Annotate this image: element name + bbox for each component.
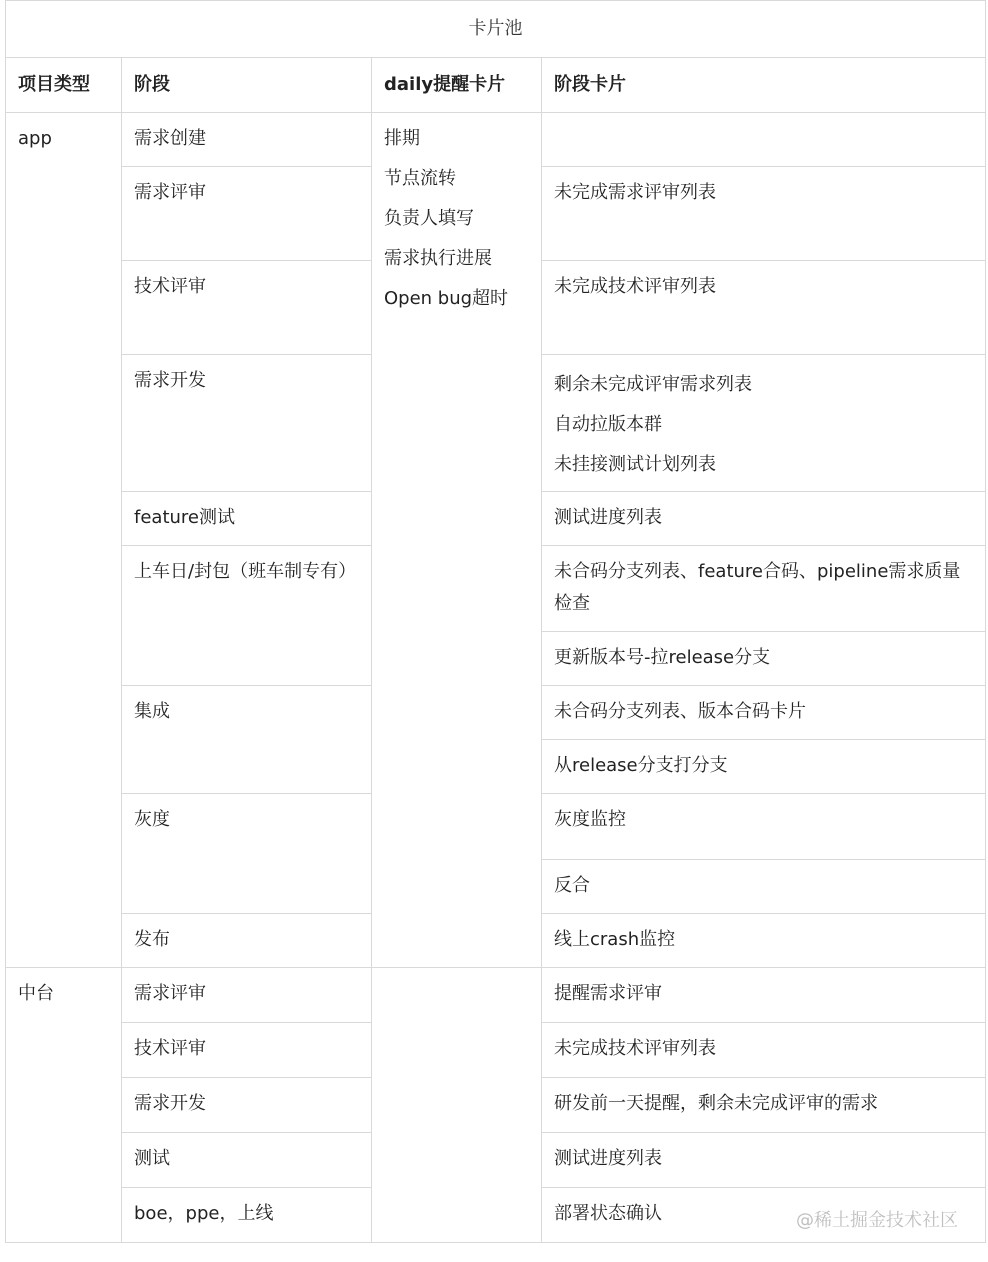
stage-card-cell [542,113,986,167]
table-row [6,968,986,1023]
stage-card-cell: 研发前一天提醒，剩余未完成评审的需求 [542,1078,986,1133]
daily-card-cell [372,113,542,968]
header-daily-card: daily提醒卡片 [372,58,542,113]
stage-cell: 需求开发 [122,1078,372,1133]
project-type-cell: 中台 [6,968,122,1243]
stage-card-cell: 线上crash监控 [542,914,986,968]
stage-card-cell: 反合 [542,860,986,914]
project-type-cell: app [6,113,122,968]
watermark: @稀土掘金技术社区 [796,1210,958,1231]
stage-cell: 发布 [122,914,372,968]
stage-card-cell: 测试进度列表 [542,1133,986,1188]
card-pool-table [5,0,986,1243]
stage-cell: 需求评审 [122,968,372,1023]
stage-cell: 集成 [122,686,372,794]
stage-cell: 需求评审 [122,167,372,261]
stage-card-cell: 灰度监控 [542,794,986,860]
stage-card-cell: 测试进度列表 [542,492,986,546]
stage-card-cell: 未合码分支列表、版本合码卡片 [542,686,986,740]
table-row [6,113,986,167]
daily-card-cell [372,968,542,1243]
stage-card-cell: 剩余未完成评审需求列表 自动拉版本群 未挂接测试计划列表 [542,355,986,492]
stage-cell: boe，ppe，上线 [122,1188,372,1243]
daily-card-item: 负责人填写 [384,208,474,229]
stage-cell: 技术评审 [122,1023,372,1078]
stage-cell: 测试 [122,1133,372,1188]
table-caption: 卡片池 [6,1,986,58]
stage-cell: 灰度 [122,794,372,914]
stage-card-cell: 部署状态确认 [542,1188,986,1243]
stage-card-cell: 未完成技术评审列表 [542,1023,986,1078]
header-project-type: 项目类型 [6,58,122,113]
table-body [6,113,986,1243]
daily-card-item: 排期 [384,128,420,149]
stage-cell: 需求创建 [122,113,372,167]
stage-cell: 需求开发 [122,355,372,492]
stage-cell: feature测试 [122,492,372,546]
stage-cell: 技术评审 [122,261,372,355]
daily-card-item: 节点流转 [384,168,456,189]
stage-card-cell: 从release分支打分支 [542,740,986,794]
daily-card-item: Open bug超时 [384,288,509,309]
header-stage: 阶段 [122,58,372,113]
stage-card-cell: 未合码分支列表、feature合码、pipeline需求质量检查 [542,546,986,632]
daily-card-item: 需求执行进展 [384,248,492,269]
header-stage-card: 阶段卡片 [542,58,986,113]
stage-card-cell: 未完成技术评审列表 [542,261,986,355]
stage-card-cell: 未完成需求评审列表 [542,167,986,261]
stage-card-cell: 更新版本号-拉release分支 [542,632,986,686]
stage-card-cell: 提醒需求评审 [542,968,986,1023]
stage-cell: 上车日/封包（班车制专有） [122,546,372,686]
